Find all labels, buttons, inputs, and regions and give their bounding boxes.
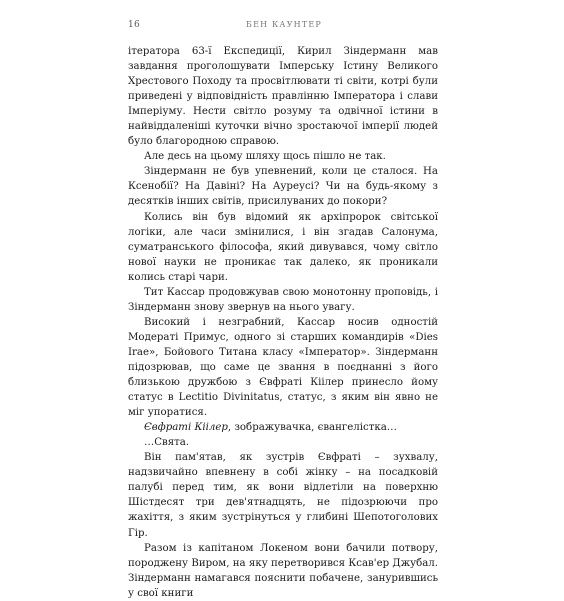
page-number: 16 [128,20,141,30]
running-title: БЕН КАУНТЕР [246,20,323,29]
paragraph: Високий і незграбний, Кассар носив одностій Модераті Примус, одного зі старших командирів «Dies Irae», Бойового Титана класу «Імператор». Зіндерманн підозрював, що саме це звання в поєднанні з його близькою дружбою з Євфраті Кіілер принесло йому статус в Lectitio Divinitatus, статус, з яким він явно не міг упоратися. [128,316,438,419]
body-text [128,44,438,601]
paragraph: …Свята. [144,437,190,449]
paragraph: ітератора 63-ї Експедиції, Кирил Зіндерманн мав завдання проголошувати Імперську Істину Великого Хрестового Походу та просвітлювати ті світи, котрі були приведені у відповідність правлінню Імператора і слави Імперіуму. Нести світло розуму та одвічної істини в найвіддаленіші куточки вічно зростаючої імперії людей було благородною справою. [128,46,438,148]
paragraph: Але десь на цьому шляху щось пішло не так. [144,151,386,163]
paragraph: Разом із капітаном Локеном вони бачили потвору, породжену Виром, на яку перетворився Ксав'ер Джубал. Зіндерманн намагався пояснити побачене, занурившись у свої книги [128,542,438,599]
paragraph: Зіндерманн не був упевнений, коли це сталося. На Ксенобії? На Давіні? На Ауреусі? Чи на будь-якому з десятків інших світів, присилуваних до покори? [128,166,438,208]
paragraph: Тит Кассар продовжував свою монотонну проповідь, і Зіндерманн знову звернув на нього увагу. [128,286,438,313]
italic-phrase: Євфраті Кіілер [144,422,228,434]
paragraph: Він пам'ятав, як зустрів Євфраті – зухвалу, надзвичайно впевнену в собі жінку – на посадковій палубі перед тим, як вони відлетіли на поверхню Шістдесят три дев'ятнадцять, не підозрюючи про жахіття, з яким зустрінуться у глибині Шепотоголових Гір. [128,452,438,539]
paragraph-tail: , зображувачка, євангелістка… [227,422,397,434]
paragraph [128,420,438,435]
paragraph: Колись він був відомий як архіпророк світської логіки, але часи змінилися, і він згадав Салонума, суматранського філософа, який дивувався, чому світло нової науки не проникає так далеко, як проникали колись старі чари. [128,211,438,283]
